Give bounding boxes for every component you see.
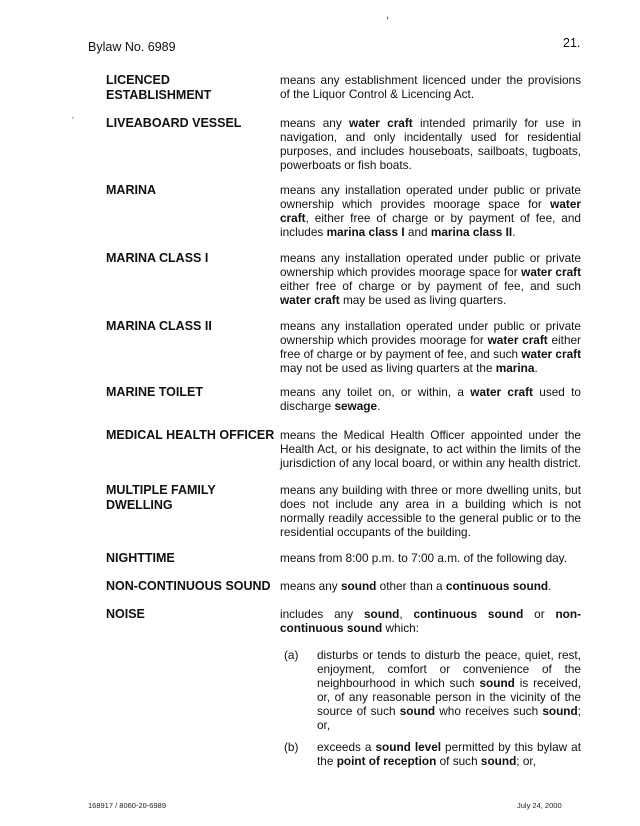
text-run: means any bbox=[280, 116, 350, 130]
text-run: or bbox=[523, 607, 556, 621]
definition-term: LIVEABOARD VESSEL bbox=[106, 116, 242, 130]
defined-term-reference: water craft bbox=[280, 293, 340, 307]
text-run: either free of charge or by payment of fee, and such bbox=[280, 333, 581, 361]
definition-term: LICENCED ESTABLISHMENT bbox=[106, 73, 212, 102]
defined-term-reference: marina class II bbox=[430, 225, 513, 239]
defined-term-reference: water craft bbox=[521, 265, 581, 279]
text-run: means any installation operated under public or private ownership which provides moorage space for bbox=[280, 183, 581, 211]
text-run: and bbox=[404, 225, 431, 239]
text-run: means any toilet on, or within, a bbox=[280, 385, 471, 399]
text-run: means any bbox=[280, 579, 341, 593]
definition-text bbox=[280, 551, 581, 565]
defined-term-reference: non-continuous sound bbox=[280, 607, 582, 635]
definition-text bbox=[280, 73, 581, 101]
definition-text bbox=[280, 319, 581, 375]
defined-term-reference: sound bbox=[479, 676, 515, 690]
document-date: July 24, 2000 bbox=[517, 801, 562, 810]
text-run: means from 8:00 p.m. to 7:00 a.m. of the following day. bbox=[280, 551, 567, 565]
text-run: ; or, bbox=[516, 754, 536, 768]
defined-term-reference: marina class I bbox=[326, 225, 405, 239]
definition-term: MEDICAL HEALTH OFFICER bbox=[106, 428, 275, 442]
defined-term-reference: sound bbox=[399, 704, 436, 718]
text-run: exceeds a bbox=[317, 740, 376, 754]
defined-term-reference: sewage bbox=[334, 399, 378, 413]
defined-term-reference: water craft bbox=[487, 333, 548, 347]
defined-term-reference: sound bbox=[340, 579, 377, 593]
definition-text bbox=[280, 385, 581, 413]
text-run: means any building with three or more dwelling units, but does not include any area in a building which is not normally readily accessible to the general public or to the residential occupants of the building. bbox=[280, 483, 581, 539]
defined-term-reference: sound bbox=[480, 754, 517, 768]
subclause-label: (a) bbox=[284, 648, 299, 662]
text-run: permitted by this bylaw at the bbox=[317, 740, 581, 768]
text-run: intended primarily for use in navigation, and only incidentally used for residential purposes, and includes houseboats, sailboats, tugboats, powerboats or fish boats. bbox=[280, 116, 582, 172]
definition-text bbox=[280, 579, 581, 593]
definition-term: NON-CONTINUOUS SOUND bbox=[106, 579, 271, 593]
defined-term-reference: water craft bbox=[280, 197, 581, 225]
definition-term: NOISE bbox=[106, 607, 145, 621]
defined-term-reference: water craft bbox=[470, 385, 533, 399]
definition-text bbox=[280, 483, 581, 539]
subclause-text bbox=[317, 648, 581, 732]
defined-term-reference: sound bbox=[363, 607, 400, 621]
text-run: . bbox=[548, 579, 552, 593]
defined-term-reference: marina bbox=[495, 361, 535, 375]
text-run: disturbs or tends to disturb the peace, quiet, rest, enjoyment, comfort or convenience of the neighbourhood in which such bbox=[317, 648, 581, 690]
text-run: means any installation operated under public or private ownership which provides moorage for bbox=[280, 319, 581, 347]
page-number: 21. bbox=[563, 36, 581, 50]
subclause-text bbox=[317, 740, 581, 768]
subclause-label: (b) bbox=[284, 740, 299, 754]
definition-term: MARINE TOILET bbox=[106, 385, 203, 399]
definition-term: MARINA CLASS II bbox=[106, 319, 212, 333]
definition-text bbox=[280, 116, 581, 172]
text-run: may not be used as living quarters at the bbox=[280, 361, 496, 375]
text-run: ; or, bbox=[317, 704, 581, 732]
definition-term: MARINA bbox=[106, 183, 156, 197]
defined-term-reference: sound bbox=[542, 704, 578, 718]
defined-term-reference: point of reception bbox=[336, 754, 437, 768]
text-run: used to discharge bbox=[280, 385, 581, 413]
definition-text bbox=[280, 428, 581, 470]
defined-term-reference: sound level bbox=[375, 740, 442, 754]
stray-mark: , bbox=[386, 9, 390, 21]
text-run: includes any bbox=[280, 607, 364, 621]
text-run: . bbox=[534, 361, 538, 375]
text-run: . bbox=[512, 225, 516, 239]
definition-text bbox=[280, 607, 581, 635]
defined-term-reference: continuous sound bbox=[445, 579, 549, 593]
text-run: other than a bbox=[376, 579, 446, 593]
text-run: means any establishment licenced under the provisions of the Liquor Control & Licencing Act. bbox=[280, 73, 581, 101]
text-run: is received, or, of any reasonable person in the vicinity of the source of such bbox=[317, 676, 581, 718]
text-run: either free of charge or by payment of fee, and such bbox=[280, 279, 581, 293]
text-run: . bbox=[377, 399, 381, 413]
margin-mark: ʼ bbox=[72, 116, 74, 126]
definition-term: MARINA CLASS I bbox=[106, 251, 209, 265]
text-run: which: bbox=[382, 621, 419, 635]
definition-text bbox=[280, 251, 581, 307]
defined-term-reference: water craft bbox=[349, 116, 413, 130]
text-run: means the Medical Health Officer appointed under the Health Act, or his designate, to act within the limits of the jurisdiction of any local board, or within any health district. bbox=[280, 428, 581, 470]
defined-term-reference: water craft bbox=[521, 347, 581, 361]
text-run: of such bbox=[436, 754, 481, 768]
text-run: means any installation operated under public or private ownership which provides moorage space for bbox=[280, 251, 581, 279]
text-run: , either free of charge or by payment of fee, and includes bbox=[280, 211, 581, 239]
defined-term-reference: continuous sound bbox=[413, 607, 524, 621]
text-run: may be used as living quarters. bbox=[339, 293, 507, 307]
definition-term: NIGHTTIME bbox=[106, 551, 175, 565]
text-run: , bbox=[399, 607, 414, 621]
definition-term: MULTIPLE FAMILY DWELLING bbox=[106, 483, 216, 512]
text-run: who receives such bbox=[435, 704, 543, 718]
definition-text bbox=[280, 183, 581, 239]
document-reference: 168917 / 8060-20-6989 bbox=[88, 801, 166, 810]
bylaw-number: Bylaw No. 6989 bbox=[88, 40, 176, 54]
